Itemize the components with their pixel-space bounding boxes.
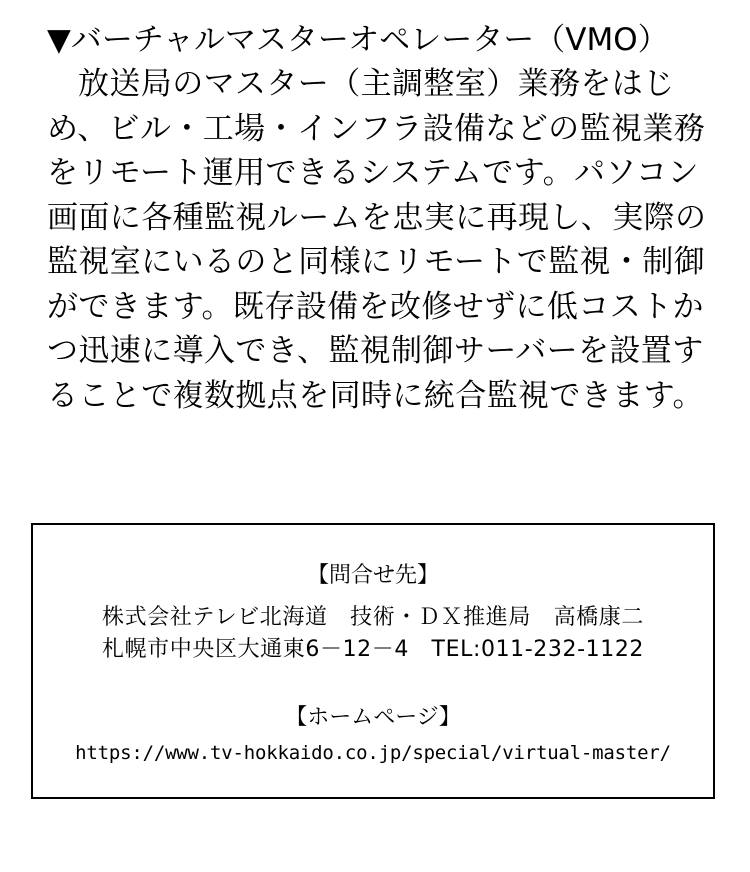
section-heading: ▼バーチャルマスターオペレーター（VMO）: [47, 22, 669, 58]
homepage-label: 【ホームページ】: [285, 705, 461, 730]
address-phone-line: 札幌市中央区大通東6－12－4 TEL:011-232-1122: [101, 637, 645, 662]
organization-line: 株式会社テレビ北海道 技術・ＤＸ推進局 高橋康二: [102, 605, 644, 630]
contact-box: [31, 523, 715, 799]
inquiry-label: 【問合せ先】: [306, 563, 439, 588]
homepage-url-link[interactable]: https://www.tv-hokkaido.co.jp/special/virtual-master/: [75, 742, 671, 764]
product-description: [47, 18, 712, 418]
description-paragraph: 放送局のマスター（主調整室）業務をはじめ、ビル・工場・インフラ設備などの監視業務をリモート運用できるシステムです。パソコン画面に各種監視ルームを忠実に再現し、実際の監視室にいるのと同様にリモートで監視・制御ができます。既存設備を改修せずに低コストかつ迅速に導入でき、監視制御サーバーを設置することで複数拠点を同時に統合監視できます。: [47, 66, 707, 414]
